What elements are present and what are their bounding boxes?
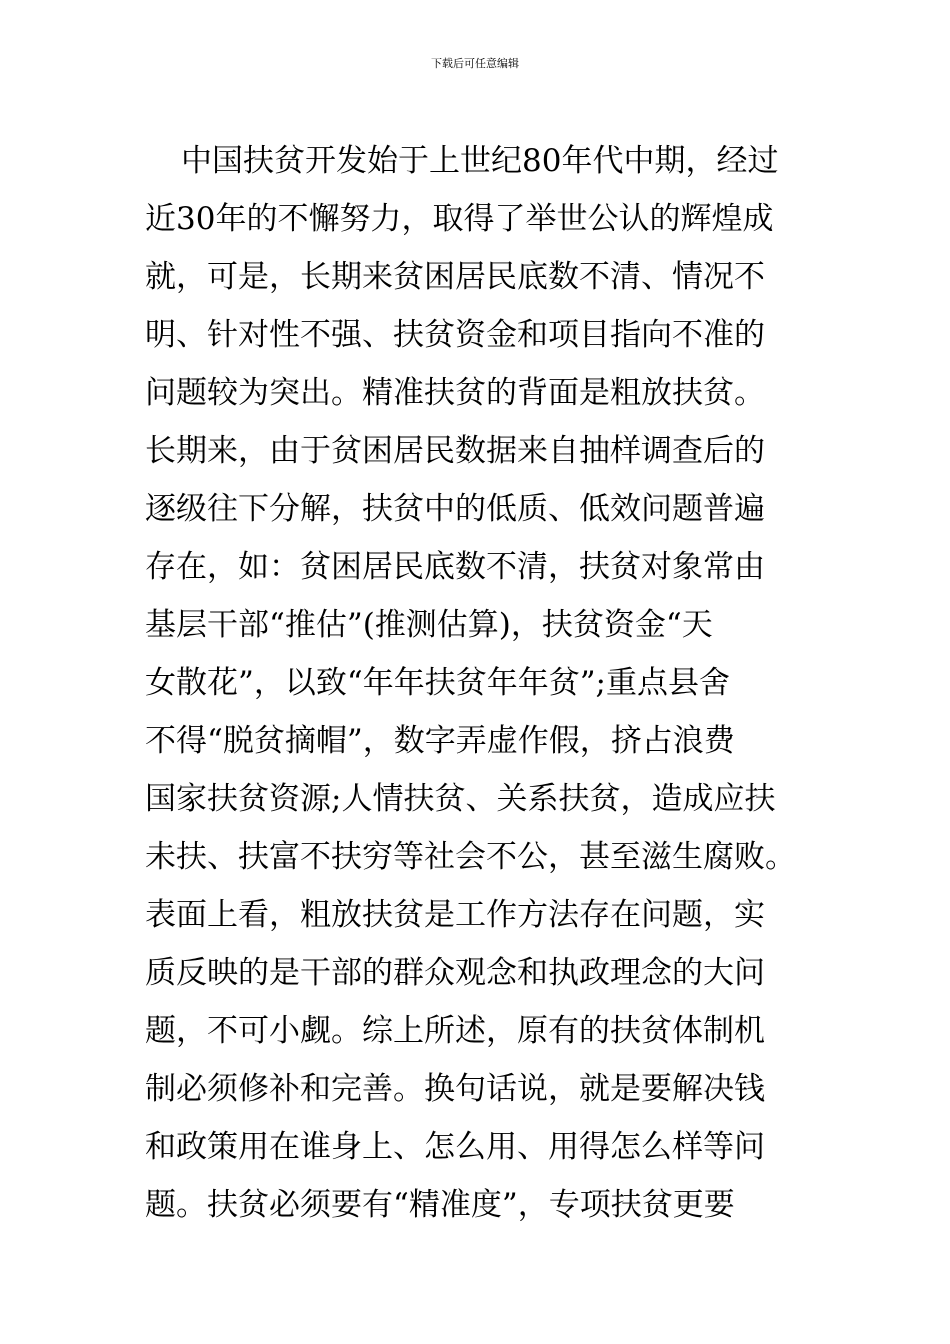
paragraph-line: 和政策用在谁身上、怎么用、用得怎么样等问: [145, 1129, 765, 1165]
paragraph-line: 质反映的是干部的群众观念和执政理念的大问: [145, 955, 765, 991]
paragraph-line: 明、针对性不强、扶贫资金和项目指向不准的: [145, 317, 765, 353]
paragraph-line: 未扶、扶富不扶穷等社会不公，甚至滋生腐败。: [145, 839, 796, 875]
paragraph-line: 题，不可小觑。综上所述，原有的扶贫体制机: [145, 1013, 765, 1049]
paragraph-line: 不得“脱贫摘帽”，数字弄虚作假，挤占浪费: [145, 723, 735, 759]
paragraph-line: 题。扶贫必须要有“精准度”，专项扶贫更要: [145, 1187, 735, 1223]
paragraph-line: 中国扶贫开发始于上世纪80年代中期，经过: [181, 143, 779, 179]
paragraph-line: 基层干部“推估”(推测估算)，扶贫资金“天: [145, 607, 713, 643]
paragraph-line: 长期来，由于贫困居民数据来自抽样调查后的: [145, 433, 765, 469]
paragraph-line: 问题较为突出。精准扶贫的背面是粗放扶贫。: [145, 375, 765, 411]
paragraph-line: 制必须修补和完善。换句话说，就是要解决钱: [145, 1071, 765, 1107]
paragraph-line: 国家扶贫资源;人情扶贫、关系扶贫，造成应扶: [145, 781, 776, 817]
paragraph-line: 近30年的不懈努力，取得了举世公认的辉煌成: [145, 201, 774, 237]
paragraph-line: 表面上看，粗放扶贫是工作方法存在问题，实: [145, 897, 765, 933]
body-paragraph: [145, 132, 825, 1234]
paragraph-line: 就，可是，长期来贫困居民底数不清、情况不: [145, 259, 765, 295]
paragraph-line: 女散花”，以致“年年扶贫年年贫”;重点县舍: [145, 665, 730, 701]
paragraph-line: 逐级往下分解，扶贫中的低质、低效问题普遍: [145, 491, 765, 527]
paragraph-line: 存在，如：贫困居民底数不清，扶贫对象常由: [145, 549, 765, 585]
header-note: 下载后可任意编辑: [431, 57, 519, 70]
